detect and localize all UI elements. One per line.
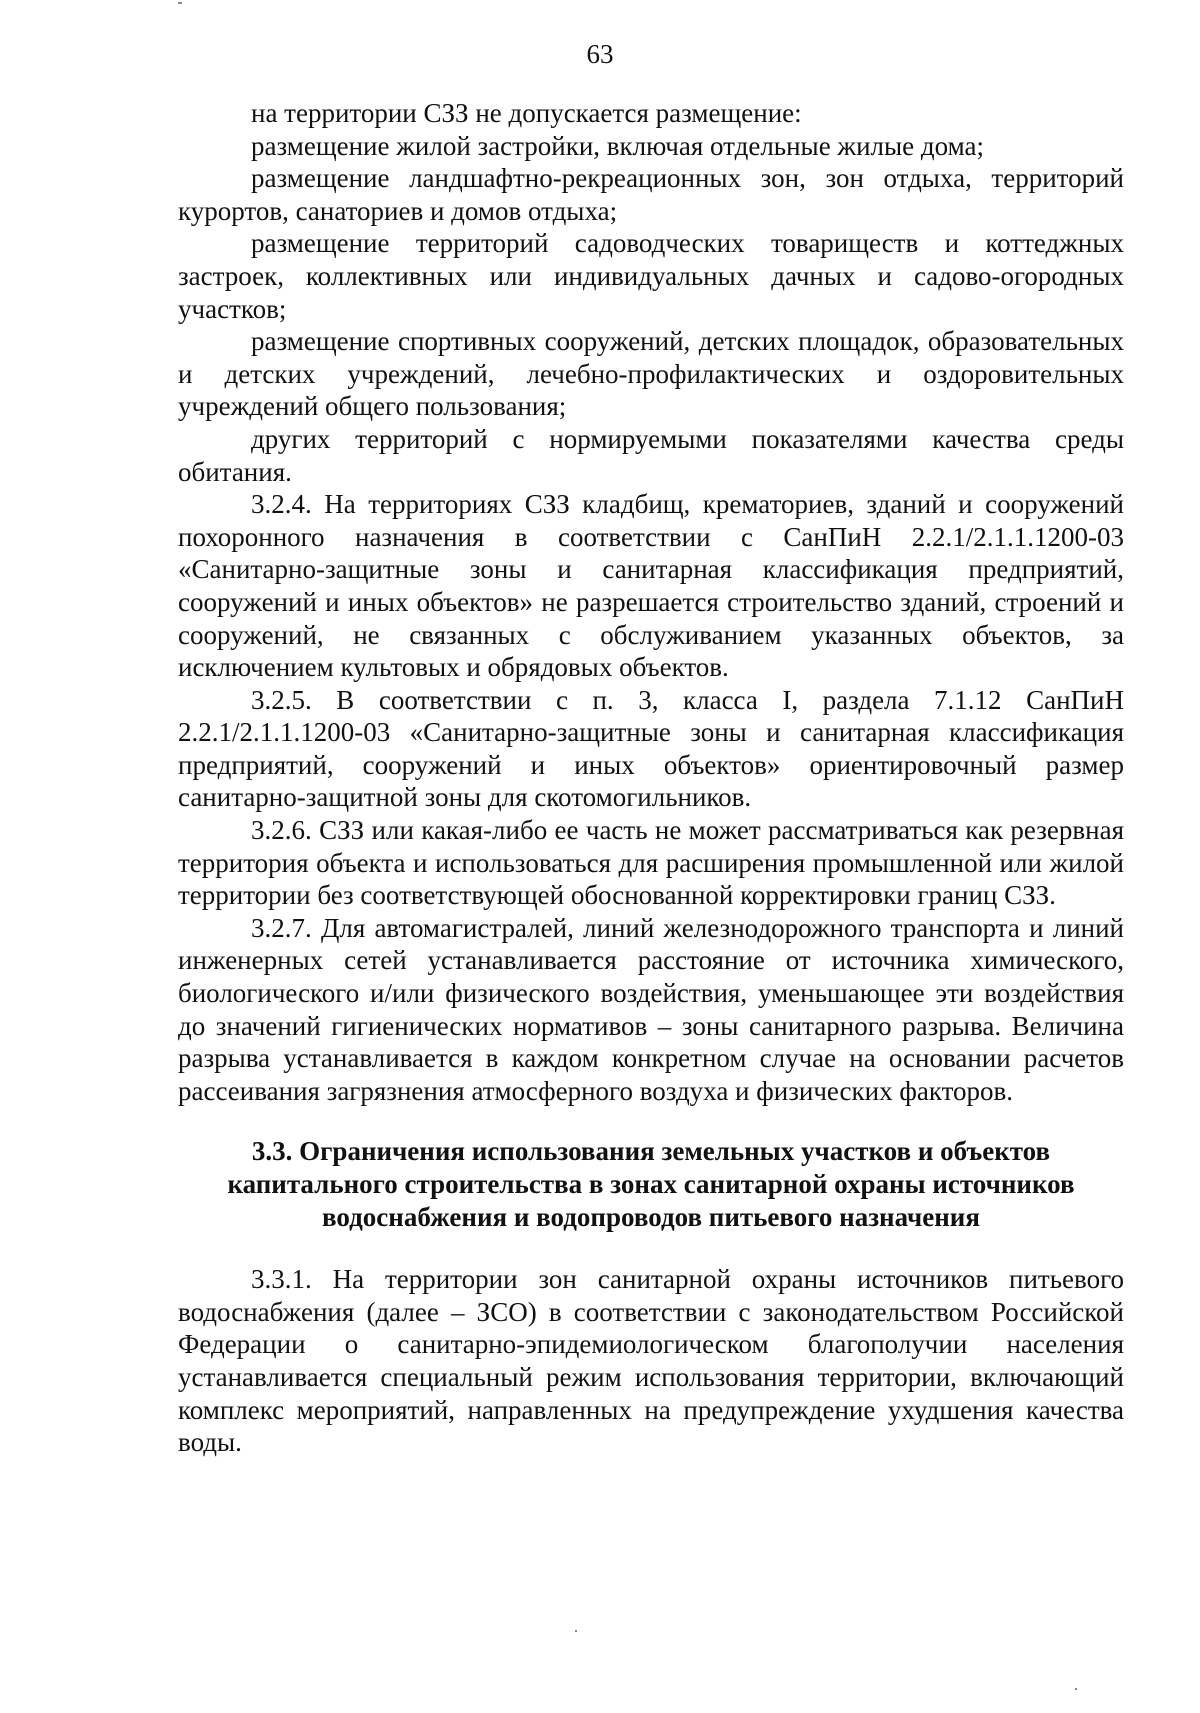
- paragraph-other-territories: других территорий с нормируемыми показателями качества среды обитания.: [178, 423, 1124, 487]
- paragraph-3-2-7: 3.2.7. Для автомагистралей, линий железнодорожного транспорта и линий инженерных сетей устанавливается расстояние от источника химического, биологического и/или физического воздействия, уменьшающее эти воздействия до значений гигиенических нормативов – зоны санитарного разрыва. Величина разрыва устанавливается в каждом конкретном случае на основании расчетов рассеивания загрязнения атмосферного воздуха и физических факторов.: [178, 912, 1124, 1106]
- section-heading-3-3: [178, 1135, 1124, 1233]
- paragraph-sports-education: размещение спортивных сооружений, детских площадок, образовательных и детских учреждений, лечебно-профилактических и оздоровительных учреждений общего пользования;: [178, 326, 1124, 422]
- scan-speck: [575, 1630, 577, 1632]
- paragraph-3-2-6: 3.2.6. СЗЗ или какая-либо ее часть не может рассматриваться как резервная территория объекта и использоваться для расширения промышленной или жилой территории без соответствующей обоснованной корректировки границ СЗЗ.: [178, 815, 1124, 911]
- document-body: [178, 97, 1124, 1459]
- section-heading-line: водоснабжения и водопроводов питьевого назначения: [322, 1201, 980, 1232]
- scan-speck: [178, 2, 182, 4]
- page-number: 63: [586, 39, 614, 69]
- section-heading-line: 3.3. Ограничения использования земельных участков и объектов: [251, 1136, 1051, 1167]
- paragraph-garden-cottage: размещение территорий садоводческих товариществ и коттеджных застроек, коллективных или индивидуальных дачных и садово-огородных участков;: [178, 228, 1124, 324]
- section-heading-line: капитального строительства в зонах санитарной охраны источников: [227, 1169, 1075, 1199]
- paragraph-3-2-4: 3.2.4. На территориях СЗЗ кладбищ, крематориев, зданий и сооружений похоронного назначения в соответствии с СанПиН 2.2.1/2.1.1.1200-03 «Санитарно-защитные зоны и санитарная классификация предприятий, сооружений и иных объектов» не разрешается строительство зданий, строений и сооружений, не связанных с обслуживанием указанных объектов, за исключением культовых и обрядовых объектов.: [178, 489, 1124, 683]
- paragraph-szz-restrictions-intro: на территории СЗЗ не допускается размещение:: [251, 98, 802, 128]
- paragraph-residential: размещение жилой застройки, включая отдельные жилые дома;: [251, 130, 984, 161]
- paragraph-3-3-1: 3.3.1. На территории зон санитарной охраны источников питьевого водоснабжения (далее – ЗСО) в соответствии с законодательством Российской Федерации о санитарно-эпидемиологическом благополучии населения устанавливается специальный режим использования территории, включающий комплекс мероприятий, направленных на предупреждение ухудшения качества воды.: [178, 1264, 1124, 1458]
- scan-speck: [1075, 1688, 1077, 1690]
- paragraph-recreational: размещение ландшафтно-рекреационных зон, зон отдыха, территорий курортов, санаториев и домов отдыха;: [178, 163, 1124, 226]
- paragraph-3-2-5: 3.2.5. В соответствии с п. 3, класса I, раздела 7.1.12 СанПиН 2.2.1/2.1.1.1200-03 «Санитарно-защитные зоны и санитарная классификация предприятий, сооружений и иных объектов» ориентировочный размер санитарно-защитной зоны для скотомогильников.: [178, 684, 1124, 813]
